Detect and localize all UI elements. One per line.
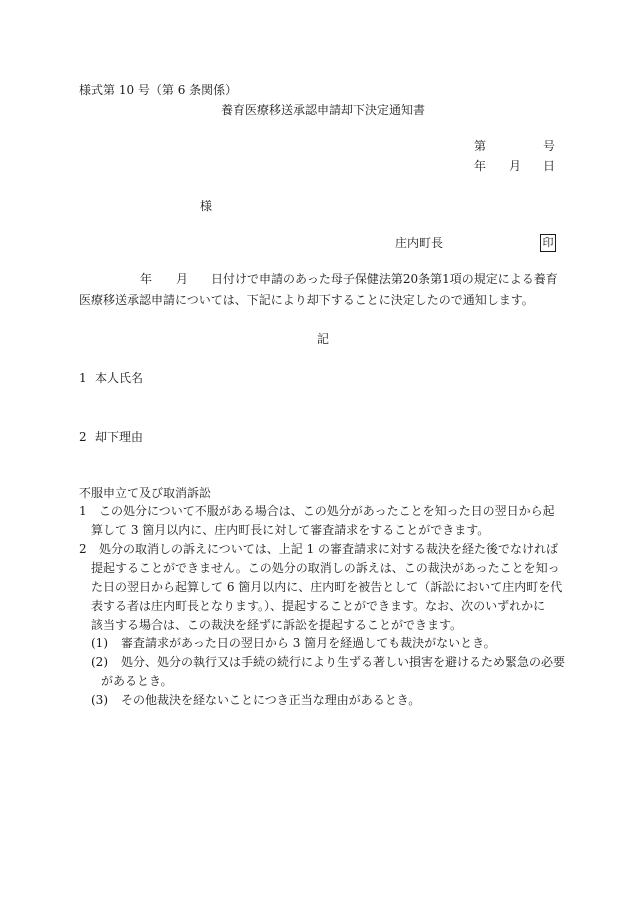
appeal-paragraph-number: 2 — [79, 542, 87, 556]
appeal-paragraph-line: 表する者は庄内町長となります。）、提起することができます。なお、次のいずれかに — [91, 599, 546, 613]
condition-number: (2) — [91, 655, 108, 669]
appeal-paragraph-line: た日の翌日から起算して 6 箇月以内に、庄内町を被告として（訴訟において庄内町を代 — [91, 580, 563, 594]
condition-line: 審査請求があった日の翌日から 3 箇月を経過しても裁決がないとき。 — [121, 636, 496, 650]
item-number: 1 — [79, 371, 87, 385]
sender-name: 庄内町長 — [395, 236, 444, 250]
appeal-paragraph-line: 処分の取消しの訴えについては、上記 1 の審査請求に対する裁決を経た後でなければ — [99, 542, 559, 556]
condition-number: (3) — [91, 693, 108, 707]
body-year: 年 — [140, 272, 153, 286]
condition-line: その他裁決を経ないことにつき正当な理由があるとき。 — [121, 693, 421, 707]
ki-heading: 記 — [317, 332, 330, 346]
item-label-reason: 却下理由 — [95, 430, 144, 444]
appeal-heading: 不服申立て及び取消訴訟 — [79, 486, 212, 500]
body-line-1: 日付けで申請のあった母子保健法第20条第1項の規定による養育 — [211, 272, 558, 286]
condition-line: 処分、処分の執行又は手続の続行により生ずる著しい損害を避けるため緊急の必要 — [121, 655, 566, 669]
body-month: 月 — [176, 272, 189, 286]
item-number: 2 — [79, 430, 87, 444]
form-label: 様式第 10 号（第 6 条関係） — [79, 83, 238, 97]
appeal-paragraph-line: 該当する場合は、この裁決を経ずに訴訟を提起することができます。 — [91, 618, 463, 632]
addressee-suffix: 様 — [200, 199, 213, 213]
doc-number-suffix: 号 — [543, 139, 556, 153]
appeal-paragraph-number: 1 — [79, 504, 87, 518]
condition-line: があるとき。 — [101, 674, 173, 688]
appeal-paragraph-line: 提起することができません。この処分の取消しの訴えは、この裁決があったことを知っ — [91, 561, 560, 575]
document-title: 養育医療移送承認申請却下決定通知書 — [221, 103, 426, 117]
date-month: 月 — [509, 159, 522, 173]
doc-number-prefix: 第 — [474, 139, 487, 153]
condition-number: (1) — [91, 636, 108, 650]
body-line-2: 医療移送承認申請については、下記により却下することに決定したので通知します。 — [79, 293, 534, 307]
item-label-name: 本人氏名 — [95, 371, 144, 385]
date-year: 年 — [474, 159, 487, 173]
appeal-paragraph-line: この処分について不服がある場合は、この処分があったことを知った日の翌日から起 — [99, 504, 555, 518]
date-day: 日 — [543, 159, 556, 173]
seal-stamp: 印 — [540, 234, 556, 252]
appeal-paragraph-line: 算して 3 箇月以内に、庄内町長に対して審査請求をすることができます。 — [91, 523, 490, 537]
